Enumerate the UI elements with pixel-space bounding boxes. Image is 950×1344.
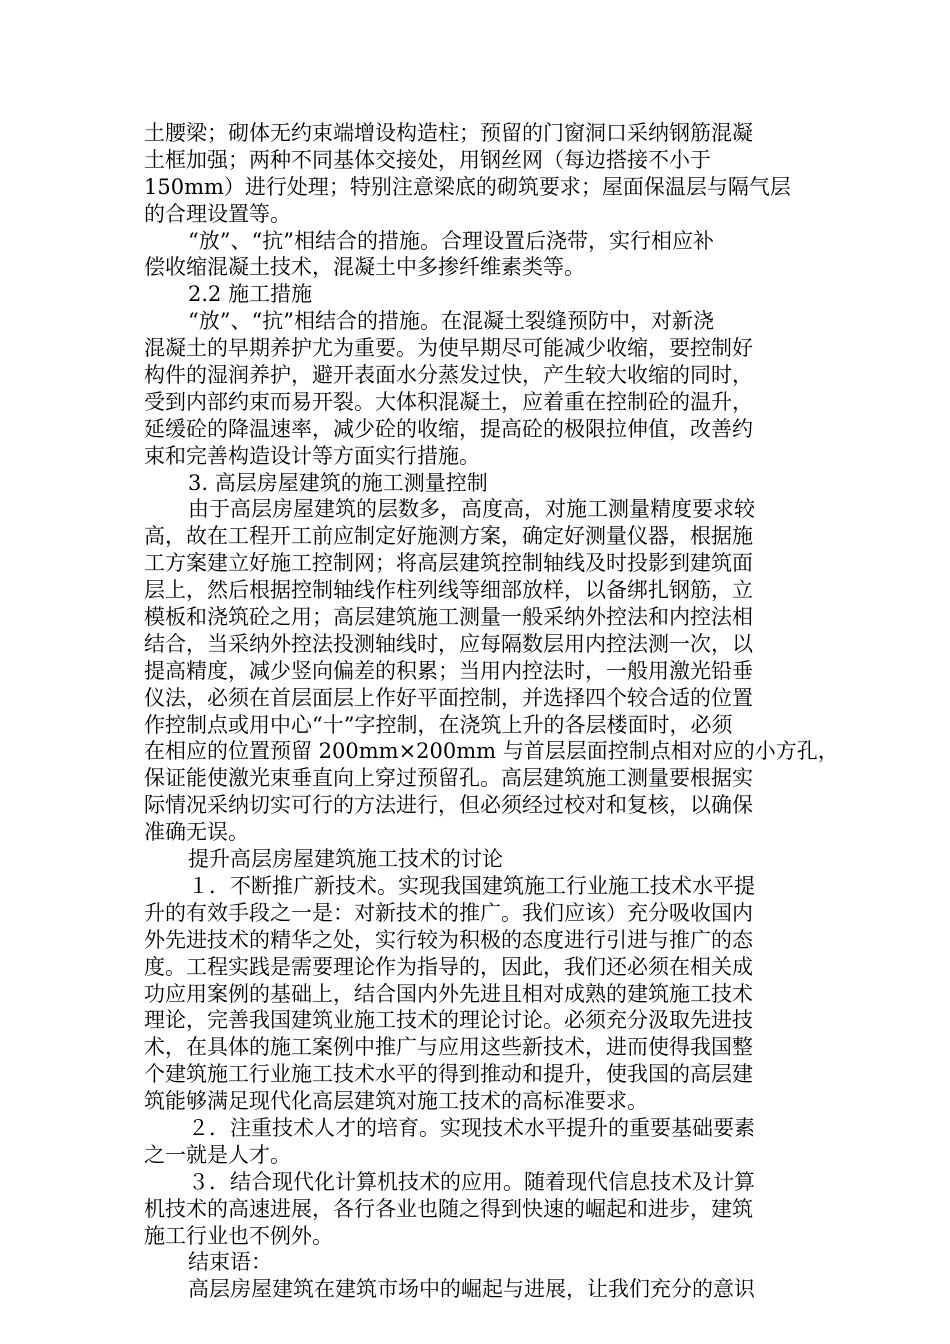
text-line: 3. 高层房屋建筑的施工测量控制 (188, 470, 488, 495)
text-line: 2.2 施工措施 (188, 282, 313, 307)
text-line: 结束语： (188, 1250, 272, 1275)
text-line: 外先进技术的精华之处，实行较为积极的态度进行引进与推广的态 (144, 927, 753, 952)
text-line: 保证能使激光束垂直向上穿过预留孔。高层建筑施工测量要根据实 (144, 766, 753, 791)
text-line: ２．注重技术人才的培育。实现技术水平提升的重要基础要素 (188, 1115, 755, 1140)
text-line: 际情况采纳切实可行的方法进行，但必须经过校对和复核，以确保 (144, 793, 753, 818)
text-line: 高，故在工程开工前应制定好施测方案，确定好测量仪器，根据施 (144, 524, 753, 549)
text-line: 准确无误。 (144, 820, 249, 845)
text-line: 受到内部约束而易开裂。大体积混凝土，应着重在控制砼的温升， (144, 389, 753, 414)
text-line: １．不断推广新技术。实现我国建筑施工行业施工技术水平提 (188, 873, 755, 898)
text-line: 之一就是人才。 (144, 1142, 291, 1167)
text-line: 机技术的高速进展，各行各业也随之得到快速的崛起和进步，建筑 (144, 1196, 753, 1221)
text-line: 度。工程实践是需要理论作为指导的，因此，我们还必须在相关成 (144, 954, 753, 979)
text-line: 150mm）进行处理；特别注意梁底的砌筑要求；屋面保温层与隔气层 (144, 174, 791, 199)
text-line: 作控制点或用中心“十”字控制，在浇筑上升的各层楼面时，必须 (144, 712, 733, 737)
text-line: 施工行业也不例外。 (144, 1223, 333, 1248)
text-line: 构件的湿润养护，避开表面水分蒸发过快，产生较大收缩的同时， (144, 363, 753, 388)
text-line: 高层房屋建筑在建筑市场中的崛起与进展，让我们充分的意识 (188, 1277, 755, 1302)
text-line: 功应用案例的基础上，结合国内外先进且相对成熟的建筑施工技术 (144, 981, 753, 1006)
text-line: 层上，然后根据控制轴线作柱列线等细部放样，以备绑扎钢筋，立 (144, 578, 753, 603)
text-line: 的合理设置等。 (144, 201, 291, 226)
text-line: 结合，当采纳外控法投测轴线时，应每隔数层用内控法测一次，以 (144, 631, 753, 656)
text-line: 土腰梁；砌体无约束端增设构造柱；预留的门窗洞口采纳钢筋混凝 (144, 121, 753, 145)
text-line: 仪法，必须在首层面层上作好平面控制，并选择四个较合适的位置 (144, 685, 753, 710)
text-line: 由于高层房屋建筑的层数多，高度高，对施工测量精度要求较 (188, 497, 755, 522)
text-line: “放”、“抗”相结合的措施。在混凝土裂缝预防中，对新浇 (188, 309, 714, 334)
text-line: “放”、“抗”相结合的措施。合理设置后浇带，实行相应补 (188, 228, 714, 253)
text-line: 筑能够满足现代化高层建筑对施工技术的高标准要求。 (144, 1089, 648, 1114)
text-line: 提高精度，减少竖向偏差的积累；当用内控法时，一般用激光铅垂 (144, 658, 753, 683)
text-line: 工方案建立好施工控制网；将高层建筑控制轴线及时投影到建筑面 (144, 551, 753, 576)
text-line: 延缓砼的降温速率，减少砼的收缩，提高砼的极限拉伸值，改善约 (144, 416, 753, 441)
text-line: ３．结合现代化计算机技术的应用。随着现代信息技术及计算 (188, 1169, 755, 1194)
text-line: 在相应的位置预留 200mm×200mm 与首层层面控制点相对应的小方孔， (144, 739, 839, 764)
text-line: 土框加强；两种不同基体交接处，用钢丝网（每边搭接不小于 (144, 147, 711, 172)
text-line: 术，在具体的施工案例中推广与应用这些新技术，进而使得我国整 (144, 1035, 753, 1060)
text-line: 理论，完善我国建筑业施工技术的理论讨论。必须充分汲取先进技 (144, 1008, 753, 1033)
text-line: 模板和浇筑砼之用；高层建筑施工测量一般采纳外控法和内控法相 (144, 605, 753, 630)
document-body (144, 120, 839, 1303)
text-line: 束和完善构造设计等方面实行措施。 (144, 443, 480, 468)
text-line: 偿收缩混凝土技术，混凝土中多掺纤维素类等。 (144, 255, 585, 280)
text-line: 升的有效手段之一是：对新技术的推广。我们应该）充分吸收国内 (144, 900, 753, 925)
text-line: 混凝土的早期养护尤为重要。为使早期尽可能减少收缩，要控制好 (144, 336, 753, 361)
text-line: 个建筑施工行业施工技术水平的得到推动和提升，使我国的高层建 (144, 1062, 753, 1087)
text-line: 提升高层房屋建筑施工技术的讨论 (188, 847, 503, 872)
